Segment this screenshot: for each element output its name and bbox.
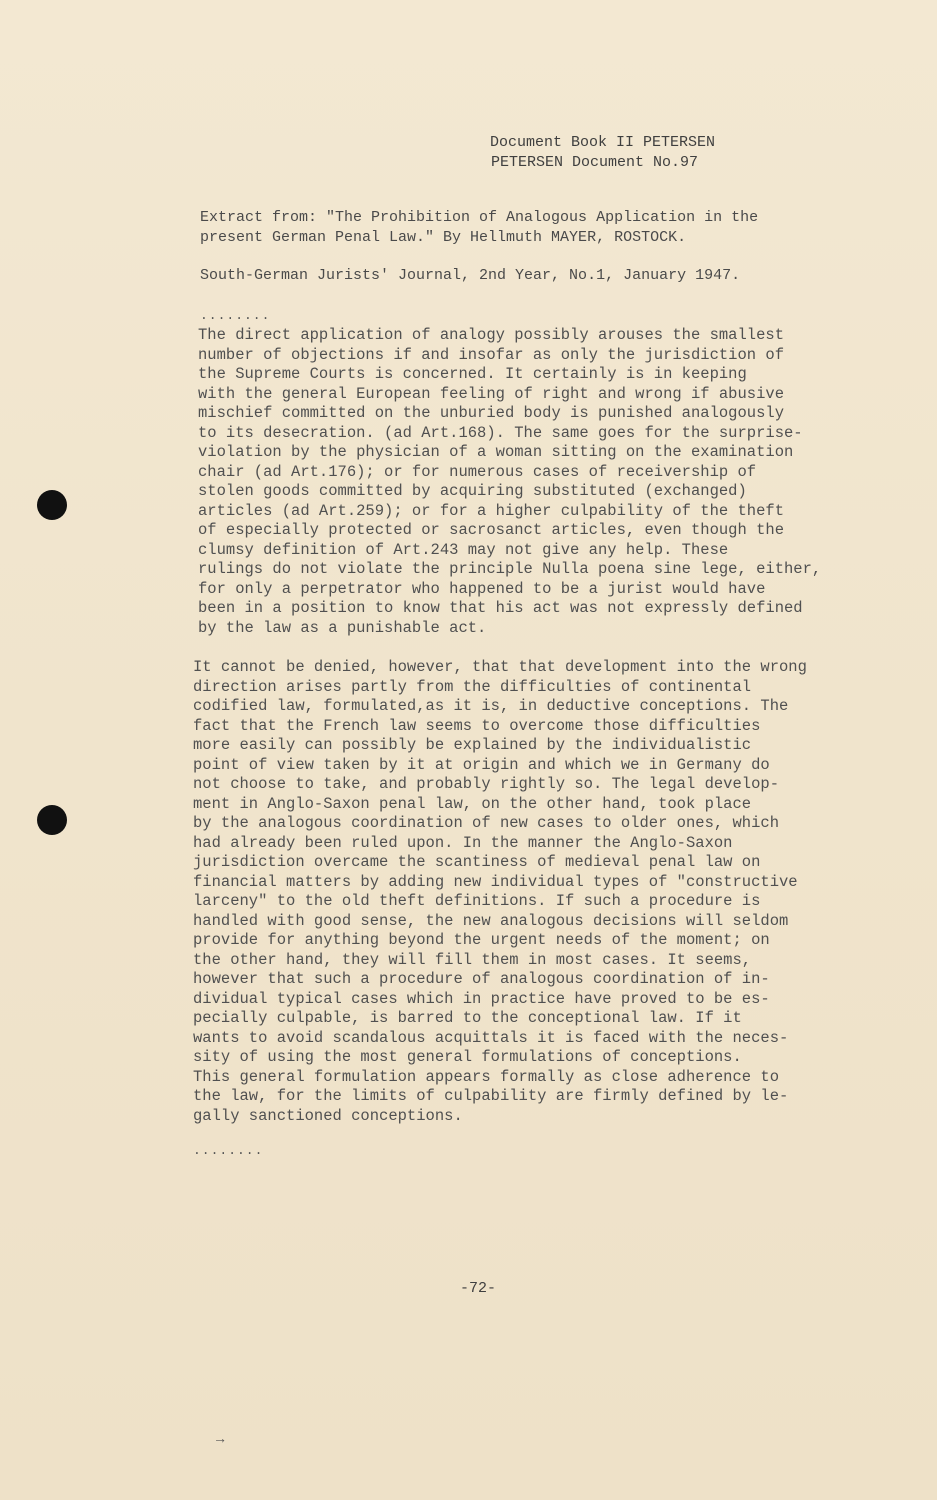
paragraph-line: pecially culpable, is barred to the conceptional law. If it <box>193 1009 742 1027</box>
paragraph-1 <box>198 326 848 638</box>
paragraph-line: It cannot be denied, however, that that development into the wrong <box>193 658 807 676</box>
paragraph-line: number of objections if and insofar as only the jurisdiction of <box>198 345 784 364</box>
paragraph-line: chair (ad Art.176); or for numerous cases of receivership of <box>198 462 757 481</box>
paragraph-line: financial matters by adding new individual types of "constructive <box>193 872 798 891</box>
document-header <box>490 133 715 173</box>
punch-hole-top <box>37 490 67 520</box>
paragraph-line: mischief committed on the unburied body is punished analogously <box>198 404 784 422</box>
paragraph-line: however that such a procedure of analogous coordination of in- <box>193 970 770 988</box>
paragraph-line: wants to avoid scandalous acquittals it is faced with the neces- <box>193 1028 789 1047</box>
header-line-1: Document Book II PETERSEN <box>490 134 716 151</box>
paragraph-line: not choose to take, and probably rightly so. The legal develop- <box>193 775 779 793</box>
corner-mark: → <box>216 1432 225 1448</box>
extract-line-1: Extract from: "The Prohibition of Analogous Application in the <box>200 209 759 226</box>
paragraph-line: sity of using the most general formulations of conceptions. <box>193 1048 742 1066</box>
paragraph-line: of especially protected or sacrosanct articles, even though the <box>198 521 784 539</box>
page-number: -72- <box>460 1280 497 1297</box>
paragraph-line: This general formulation appears formally as close adherence to <box>193 1067 779 1086</box>
punch-hole-bottom <box>37 805 67 835</box>
paragraph-line: violation by the physician of a woman sitting on the examination <box>198 443 794 461</box>
paragraph-line: handled with good sense, the new analogous decisions will seldom <box>193 911 789 930</box>
paragraph-line: rulings do not violate the principle Nulla poena sine lege, either, <box>198 560 822 578</box>
extract-line-2: present German Penal Law." By Hellmuth MAYER, ROSTOCK. <box>200 229 687 246</box>
paragraph-line: point of view taken by it at origin and which we in Germany do <box>193 755 770 774</box>
paragraph-line: larceny" to the old theft definitions. If such a procedure is <box>193 892 761 910</box>
paragraph-line: by the law as a punishable act. <box>198 618 487 637</box>
paragraph-line: more easily can possibly be explained by the individualistic <box>193 736 752 754</box>
paragraph-line: direction arises partly from the difficulties of continental <box>193 677 752 696</box>
paragraph-line: The direct application of analogy possibly arouses the smallest <box>198 326 784 344</box>
paragraph-line: been in a position to know that his act was not expressly defined <box>198 599 803 617</box>
paragraph-line: fact that the French law seems to overcome those difficulties <box>193 716 761 735</box>
journal-citation: South-German Jurists' Journal, 2nd Year, No.1, January 1947. <box>200 267 741 284</box>
paragraph-line: dividual typical cases which in practice have proved to be es- <box>193 989 770 1008</box>
paragraph-line: stolen goods committed by acquiring substituted (exchanged) <box>198 482 747 500</box>
paragraph-2 <box>193 658 843 1126</box>
paragraph-line: the Supreme Courts is concerned. It certainly is in keeping <box>198 365 747 383</box>
paragraph-line: had already been ruled upon. In the manner the Anglo-Saxon <box>193 833 733 852</box>
paragraph-line: the other hand, they will fill them in most cases. It seems, <box>193 950 752 969</box>
ellipsis-top: ........ <box>200 308 271 323</box>
paragraph-line: the law, for the limits of culpability are firmly defined by le- <box>193 1087 789 1105</box>
ellipsis-bottom: ........ <box>193 1143 264 1158</box>
header-line-2: PETERSEN Document No.97 <box>491 154 699 171</box>
extract-title <box>200 208 840 248</box>
paragraph-line: gally sanctioned conceptions. <box>193 1106 463 1125</box>
paragraph-line: articles (ad Art.259); or for a higher culpability of the theft <box>198 501 784 520</box>
paragraph-line: codified law, formulated,as it is, in deductive conceptions. The <box>193 697 789 715</box>
paragraph-line: to its desecration. (ad Art.168). The same goes for the surprise- <box>198 423 803 442</box>
paragraph-line: ment in Anglo-Saxon penal law, on the other hand, took place <box>193 794 752 813</box>
paragraph-line: by the analogous coordination of new cases to older ones, which <box>193 814 779 832</box>
paragraph-line: provide for anything beyond the urgent needs of the moment; on <box>193 931 770 949</box>
paragraph-line: for only a perpetrator who happened to be a jurist would have <box>198 579 766 598</box>
paragraph-line: clumsy definition of Art.243 may not give any help. These <box>198 540 729 559</box>
paragraph-line: jurisdiction overcame the scantiness of medieval penal law on <box>193 853 761 871</box>
paragraph-line: with the general European feeling of right and wrong if abusive <box>198 384 784 403</box>
